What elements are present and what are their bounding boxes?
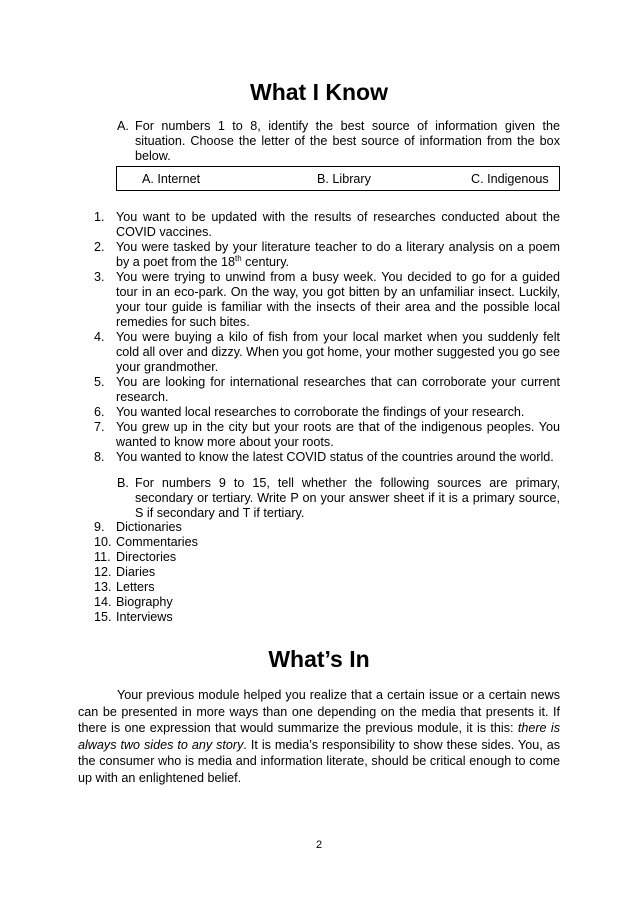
- list-item: [94, 330, 560, 375]
- item-number: 15.: [94, 610, 112, 624]
- section-title-whats-in: What’s In: [268, 646, 370, 672]
- item-number: 11.: [94, 550, 111, 564]
- part-a-label: A.: [117, 119, 129, 133]
- item-text-sup: th: [235, 253, 242, 263]
- item-number: 1.: [94, 210, 105, 224]
- item-text: You were trying to unwind from a busy week. You decided to go for a guided tour in an eco-park. On the way, you got bitten by an unfamiliar insect. Luckily, your tour guide is familiar with the insects of their area and the possible local remedies for such bites.: [116, 270, 560, 329]
- item-text: You were buying a kilo of fish from your local market when you suddenly felt cold all over and dizzy. When you got home, your mother suggested you go see your grandmother.: [116, 330, 560, 374]
- list-item: [94, 405, 560, 420]
- item-text: Letters: [116, 580, 155, 594]
- part-b-text: For numbers 9 to 15, tell whether the following sources are primary, secondary or tertiary. Write P on your answer sheet if it is a primary source, S if secondary and T if tertiary.: [135, 476, 560, 520]
- whats-in-paragraph: [78, 687, 560, 786]
- item-number: 2.: [94, 240, 105, 254]
- item-text: Dictionaries: [116, 520, 182, 534]
- list-item: [94, 420, 560, 450]
- item-text-pre: You were tasked by your literature teacher to do a literary analysis on a poem by a poet from the 18: [116, 240, 560, 269]
- part-b-instructions: [117, 476, 560, 521]
- item-text: You wanted local researches to corroborate the findings of your research.: [116, 405, 525, 419]
- part-a-instructions: [117, 119, 560, 164]
- item-text: Biography: [116, 595, 173, 609]
- list-item: [94, 610, 560, 625]
- source-list: [94, 520, 560, 625]
- item-number: 10.: [94, 535, 112, 549]
- item-number: 5.: [94, 375, 105, 389]
- list-item: [94, 375, 560, 405]
- list-item: [94, 210, 560, 240]
- list-item: [94, 565, 560, 580]
- item-number: 4.: [94, 330, 105, 344]
- item-text-post: century.: [241, 255, 290, 269]
- item-text: Interviews: [116, 610, 173, 624]
- item-text: Diaries: [116, 565, 156, 579]
- item-number: 6.: [94, 405, 105, 419]
- para-text-2: . It is media’s responsibility to show these sides. You, as the consumer who is media and information literate, should be critical enough to come up with an enlightened belief.: [78, 737, 560, 785]
- part-a-text: For numbers 1 to 8, identify the best source of information given the situation. Choose the letter of the best source of information from the box below.: [135, 119, 560, 163]
- item-number: 9.: [94, 520, 105, 534]
- list-item: [94, 520, 560, 535]
- list-item: [94, 450, 560, 465]
- item-text: You wanted to know the latest COVID status of the countries around the world.: [116, 450, 554, 464]
- list-item: [94, 580, 560, 595]
- section-title-what-i-know: What I Know: [250, 79, 388, 105]
- list-item: [94, 535, 560, 550]
- item-number: 14.: [94, 595, 112, 609]
- item-text: You grew up in the city but your roots are that of the indigenous peoples. You wanted to know more about your roots.: [116, 420, 560, 449]
- item-text: Directories: [116, 550, 177, 564]
- para-text-italic: there is always two sides to any story: [78, 721, 560, 752]
- list-item: [94, 240, 560, 270]
- item-number: 12.: [94, 565, 112, 579]
- part-b-label: B.: [117, 476, 129, 490]
- item-number: 8.: [94, 450, 105, 464]
- list-item: [94, 595, 560, 610]
- item-number: 3.: [94, 270, 105, 284]
- item-text: You are looking for international researches that can corroborate your current research.: [116, 375, 560, 404]
- item-text: You want to be updated with the results of researches conducted about the COVID vaccines.: [116, 210, 560, 239]
- choices-box: [116, 166, 560, 191]
- item-number: 13.: [94, 580, 112, 594]
- choice-a: A. Internet: [142, 172, 201, 186]
- item-text: Commentaries: [116, 535, 198, 549]
- para-text-1: Your previous module helped you realize that a certain issue or a certain news can be presented in more ways than one depending on the media that presents it. If there is one expression that would summarize the previous module, it is this:: [78, 688, 560, 735]
- list-item: [94, 270, 560, 330]
- situation-list: [94, 210, 560, 465]
- list-item: [94, 550, 560, 565]
- page-number: 2: [315, 839, 323, 851]
- item-number: 7.: [94, 420, 105, 434]
- choice-c: C. Indigenous: [471, 172, 549, 186]
- choice-b: B. Library: [317, 172, 371, 186]
